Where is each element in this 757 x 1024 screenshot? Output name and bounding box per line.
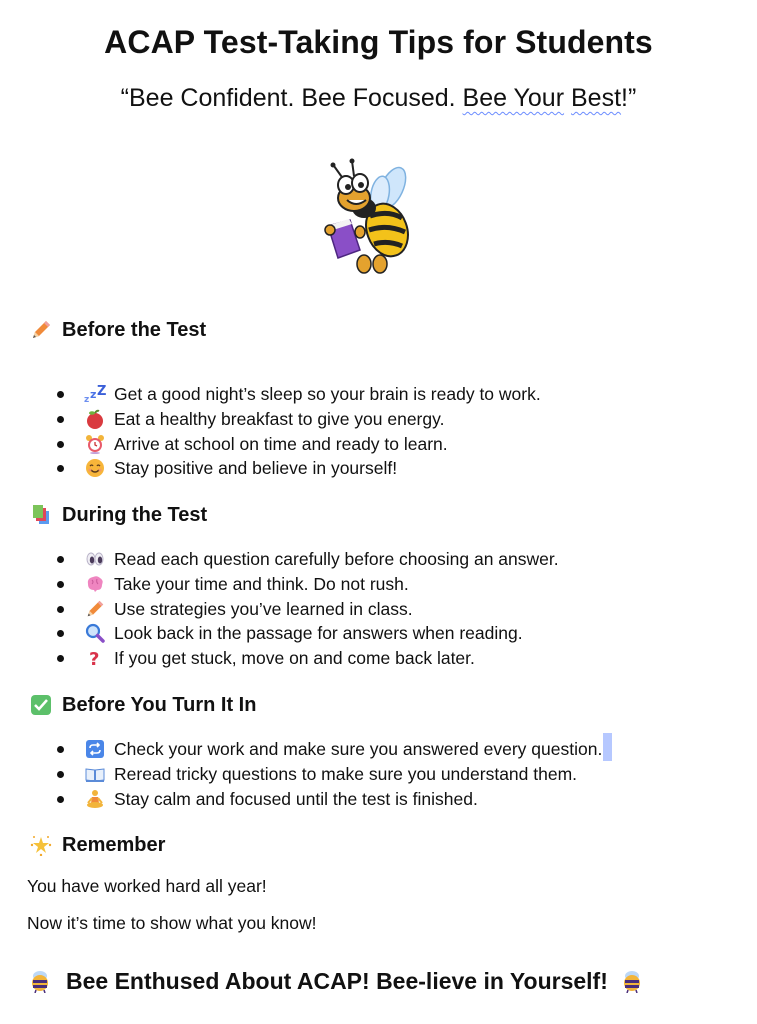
bullet (57, 630, 64, 637)
repeat-icon (84, 738, 106, 760)
tip-text: Stay positive and believe in yourself! (114, 458, 398, 479)
pencil-icon (28, 318, 54, 342)
zzz-sleep-icon (84, 383, 106, 405)
subtitle-text: “Bee Confident. Bee Focused. (120, 84, 463, 112)
section-heading-text: Before You Turn It In (62, 693, 257, 716)
section-heading-remember (28, 833, 165, 857)
tip-text: Use strategies you’ve learned in class. (114, 598, 413, 619)
person-meditating-icon (84, 788, 106, 810)
remember-paragraph: Now it’s time to show what you know! (27, 913, 317, 933)
spellcheck-flagged-text[interactable]: Best (571, 84, 622, 112)
bee-icon (28, 969, 54, 995)
pencil-icon (84, 598, 106, 620)
bullet (57, 606, 64, 613)
sparkle-star-icon (28, 833, 54, 857)
magnifying-glass-icon (84, 622, 106, 644)
tip-text: Reread tricky questions to make sure you understand them. (114, 763, 578, 784)
open-book-icon (84, 763, 106, 785)
eyes-icon (84, 548, 106, 570)
check-mark-button-icon (28, 693, 54, 717)
page-subtitle (0, 84, 757, 113)
section-heading-during-the-test (28, 503, 207, 527)
closing-banner (28, 968, 646, 995)
question-mark-icon (84, 647, 106, 669)
bullet (57, 746, 64, 753)
bullet (57, 556, 64, 563)
tip-text: If you get stuck, move on and come back later. (114, 648, 475, 669)
tip-text (114, 739, 612, 761)
section-heading-text: Remember (62, 833, 166, 856)
text-selection-highlight (603, 733, 612, 761)
bullet (57, 441, 64, 448)
page-title: ACAP Test-Taking Tips for Students (104, 24, 653, 60)
closing-banner-text: Bee Enthused About ACAP! Bee-lieve in Yourself! (66, 968, 608, 994)
svg-text:Z: Z (97, 384, 106, 399)
alarm-clock-icon (84, 433, 106, 455)
section-heading-text: During the Test (62, 503, 208, 526)
bullet (57, 465, 64, 472)
remember-paragraph: You have worked hard all year! (27, 876, 267, 896)
red-apple-icon (84, 408, 106, 430)
tip-text: Read each question carefully before choosing an answer. (114, 549, 559, 569)
smiling-face-icon (84, 457, 106, 479)
bullet (57, 771, 64, 778)
bee-mascot-image (322, 158, 422, 278)
spellcheck-flagged-text[interactable]: Bee Your (462, 84, 565, 112)
tip-text: Get a good night’s sleep so your brain is ready to work. (114, 384, 541, 404)
tip-text: Stay calm and focused until the test is finished. (114, 788, 478, 809)
section-heading-before-you-turn-it-in (28, 693, 256, 717)
tip-text: Look back in the passage for answers when reading. (114, 623, 523, 644)
subtitle-space (564, 84, 571, 112)
tip-text: Take your time and think. Do not rush. (114, 573, 409, 594)
section-heading-before-the-test (28, 318, 206, 342)
tip-text: Eat a healthy breakfast to give you energy. (114, 408, 445, 429)
bullet (57, 391, 64, 398)
tip-text-content: Check your work and make sure you answered every question. (114, 739, 603, 759)
bullet (57, 581, 64, 588)
svg-text:z: z (90, 388, 97, 401)
section-heading-text: Before the Test (62, 318, 207, 341)
svg-text:?: ? (89, 649, 100, 669)
bee-icon (620, 969, 646, 995)
bullet (57, 796, 64, 803)
books-icon (28, 503, 54, 527)
bullet (57, 655, 64, 662)
subtitle-end: !” (621, 84, 637, 112)
svg-text:z: z (84, 395, 90, 404)
bullet (57, 416, 64, 423)
brain-icon (84, 573, 106, 595)
tip-text: Arrive at school on time and ready to learn. (114, 433, 448, 454)
